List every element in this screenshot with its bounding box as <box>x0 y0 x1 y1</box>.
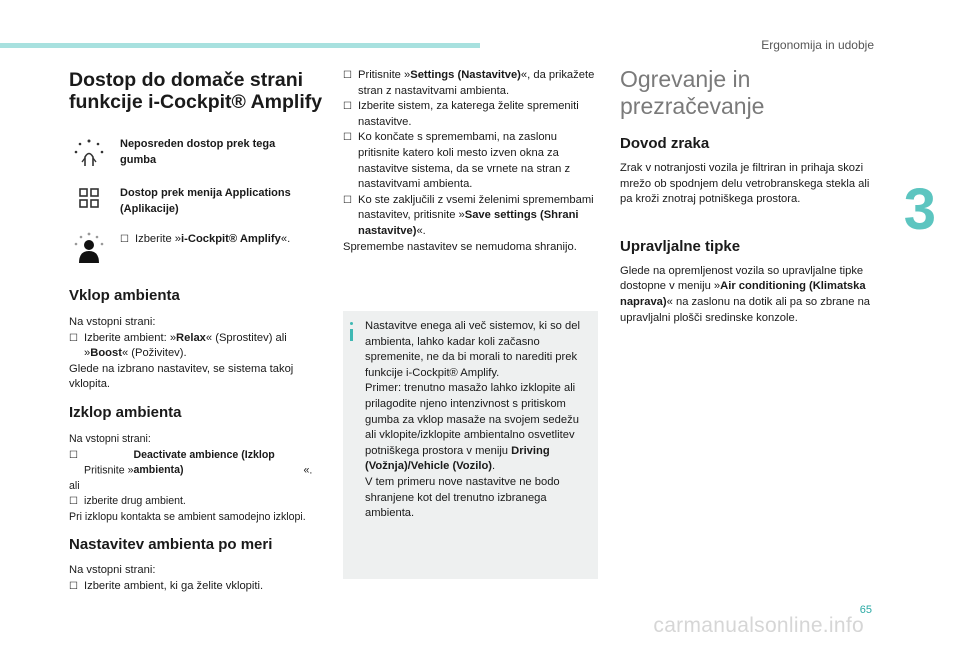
finish-changes-bullet: ☐ Ko končate s spremembami, na zaslonu pritisnite katero koli mesto izven okna za nastavitve sistema, da se vrnete na stran z nastavitvami ambienta. <box>343 131 571 191</box>
izklop-or: ali <box>69 479 80 492</box>
saved-immediately-text: Spremembe nastavitev se nemudoma shranijo. <box>343 240 577 253</box>
page-number: 65 <box>859 604 872 616</box>
home-access-title <box>69 69 331 113</box>
icockpit-select-instruction: ☐ Izberite »i-Cockpit® Amplify«. <box>120 232 290 248</box>
checkbox-icon: ☐ <box>69 332 78 344</box>
checkbox-icon: ☐ <box>343 70 352 81</box>
left-column <box>69 69 331 113</box>
note-paragraph-1: Nastavitve enega ali več sistemov, ki so del ambienta, lahko kadar koli začasno spremenite, ne da bi morali to narediti prek funkcije i-Cockpit® Amplify. <box>365 320 580 379</box>
vklop-title: Vklop ambienta <box>69 287 180 304</box>
izklop-bullet-2: ☐ izberite drug ambient. <box>69 494 331 510</box>
izklop-section <box>69 404 331 526</box>
save-settings-bullet: ☐ Ko ste zaključili z vsemi želenimi spremembami nastavitev, pritisnite »Save settings (Shrani nastavitve)«. <box>343 193 594 237</box>
vklop-section <box>69 287 331 393</box>
direct-button-icon <box>72 136 106 170</box>
heating-ventilation-title: Ogrevanje in prezračevanje <box>620 66 765 119</box>
info-note-text <box>365 319 593 522</box>
checkbox-icon: ☐ <box>69 580 78 592</box>
person-icon <box>72 230 106 266</box>
checkbox-icon: ☐ <box>343 132 352 144</box>
checkbox-icon: ☐ <box>120 234 129 245</box>
izklop-note: Pri izklopu kontakta se ambient samodejno izklopi. <box>69 510 306 523</box>
applications-access-text: Dostop prek menija Applications (Aplikacije) <box>120 187 291 215</box>
title-line-1: Dostop do domače strani <box>69 69 304 91</box>
applications-grid-icon <box>72 185 106 219</box>
icockpit-select-row <box>72 230 290 266</box>
vklop-intro: Na vstopni strani: <box>69 316 156 328</box>
air-intake-text: Zrak v notranjosti vozila je filtriran in prihaja skozi mrežo ob spodnjem delu vetrobranskega stekla ali pa kroži znotraj potniškega prostora. <box>620 162 870 206</box>
watermark: carmanualsonline.info <box>653 614 864 637</box>
vklop-bullet: ☐ Izberite ambient: »Relax« (Sprostitev) ali »Boost« (Poživitev). <box>69 331 287 360</box>
direct-access-row <box>72 136 310 170</box>
select-system-bullet: ☐ Izberite sistem, za katerega želite spremeniti nastavitve. <box>343 100 579 128</box>
applications-access-row <box>72 185 310 219</box>
middle-column <box>343 68 601 255</box>
air-intake-title: Dovod zraka <box>620 135 710 152</box>
vklop-note: Glede na izbrano nastavitev, se sistema takoj vklopita. <box>69 362 294 391</box>
title-line-2: funkcije i-Cockpit® Amplify <box>69 91 323 113</box>
nastavitev-bullet: ☐ Izberite ambient, ki ga želite vklopiti. <box>69 579 331 595</box>
info-note <box>343 311 598 579</box>
nastavitev-section <box>69 536 331 594</box>
izklop-bullet-1: ☐ Pritisnite »Deactivate ambience (Izklop ambienta) «. <box>69 448 313 477</box>
direct-access-text: Neposreden dostop prek tega gumba <box>120 138 276 166</box>
chapter-number: 3 <box>903 177 936 242</box>
checkbox-icon: ☐ <box>69 496 78 508</box>
section-header: Ergonomija in udobje <box>761 38 874 52</box>
nastavitev-intro: Na vstopni strani: <box>69 564 156 576</box>
checkbox-icon: ☐ <box>69 449 78 461</box>
info-icon <box>350 322 353 325</box>
right-column <box>620 66 882 326</box>
info-icon-bar <box>350 329 353 341</box>
checkbox-icon: ☐ <box>343 101 352 113</box>
header-accent-bar <box>0 43 480 48</box>
nastavitev-title: Nastavitev ambienta po meri <box>69 536 273 553</box>
control-buttons-title: Upravljalne tipke <box>620 237 741 255</box>
control-buttons-text: Glede na opremljenost vozila so upravljalne tipke dostopne v meniju »Air conditioning (Klimatska naprava)« na zaslonu na dotik ali pa so zbrane na upravljalni plošči sredinske konzole. <box>620 264 871 324</box>
note-paragraph-3: V tem primeru nove nastavitve ne bodo shranjene kot del trenutno izbranega ambienta. <box>365 475 560 520</box>
checkbox-icon: ☐ <box>343 194 352 206</box>
settings-bullet: ☐ Pritisnite »Settings (Nastavitve)«, da prikažete stran z nastavitvami ambienta. <box>343 69 595 97</box>
izklop-intro: Na vstopni strani: <box>69 433 151 445</box>
note-paragraph-2: Primer: trenutno masažo lahko izklopite ali prilagodite njeno intenzivnost s pritiskom gumba za vklop masaže na svojem sedežu ali vklopite/izklopite ambientalno osvetlitev potniškega prostora v meniju Driving (Vožnja)/Vehicle (Vozilo). <box>365 382 579 473</box>
izklop-title: Izklop ambienta <box>69 404 182 421</box>
